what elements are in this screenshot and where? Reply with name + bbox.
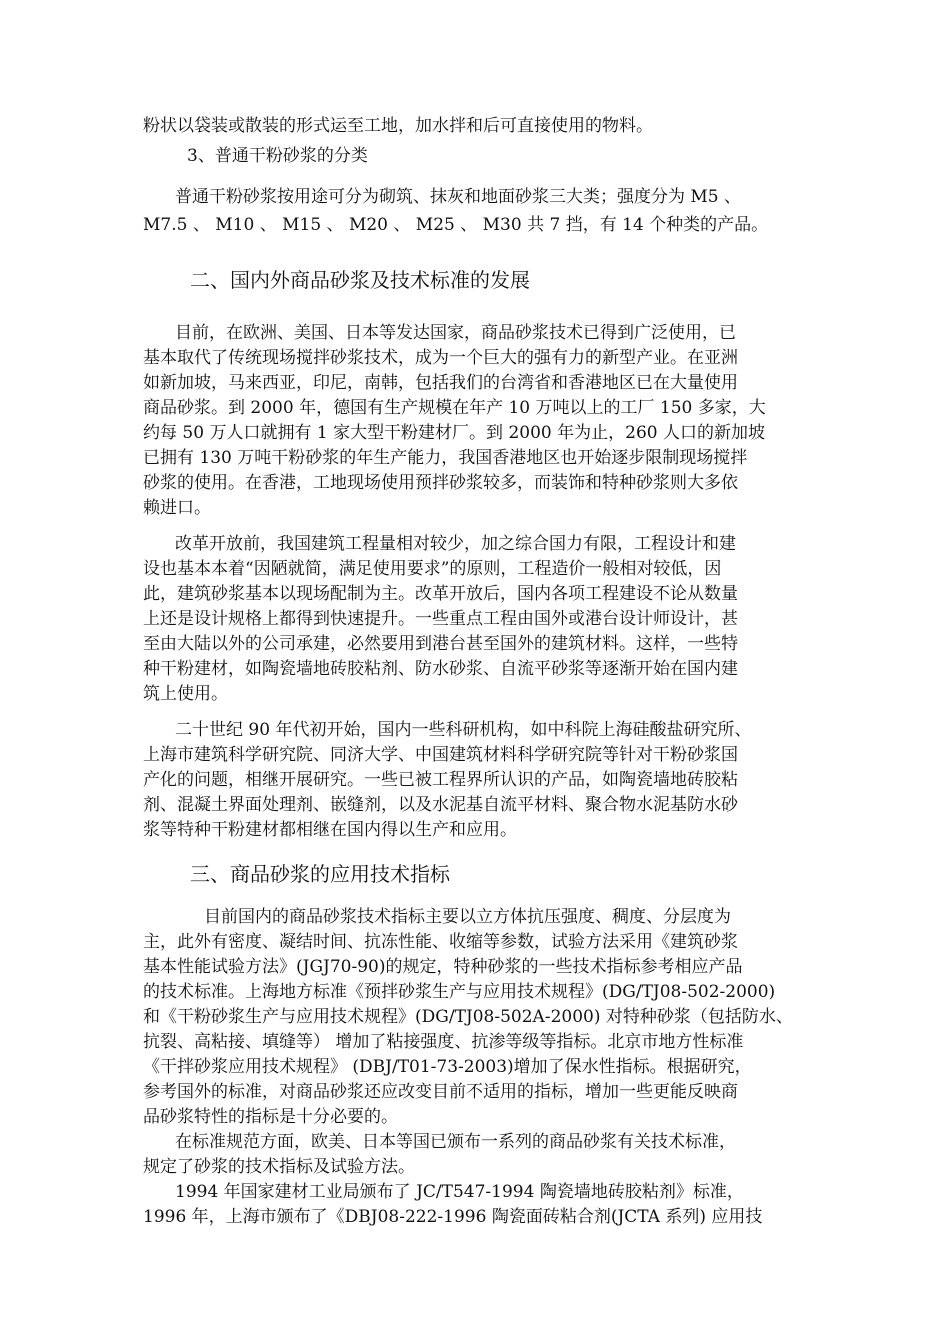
text-line: 改革开放前，我国建筑工程量相对较少，加之综合国力有限，工程设计和建 bbox=[175, 534, 736, 554]
text-line: 砂浆的使用。在香港，工地现场使用预拌砂浆较多，而装饰和特种砂浆则大多依 bbox=[143, 473, 738, 493]
text-line: 至由大陆以外的公司承建，必然要用到港台甚至国外的建筑材料。这样，一些特 bbox=[143, 634, 738, 654]
text-line: 产化的问题，相继开展研究。一些已被工程界所认识的产品，如陶瓷墙地砖胶粘 bbox=[143, 770, 738, 790]
text-line: 如新加坡，马来西亚，印尼，南韩，包括我们的台湾省和香港地区已在大量使用 bbox=[143, 373, 738, 393]
text-line: 1996 年，上海市颁布了《DBJ08-222-1996 陶瓷面砖粘合剂(JCTA 系列) 应用技 bbox=[143, 1207, 763, 1227]
text-line: 浆等特种干粉建材都相继在国内得以生产和应用。 bbox=[143, 820, 517, 840]
text-line: 此，建筑砂浆基本以现场配制为主。改革开放后，国内各项工程建设不论从数量 bbox=[143, 584, 738, 604]
text-line: 剂、混凝土界面处理剂、嵌缝剂，以及水泥基自流平材料、聚合物水泥基防水砂 bbox=[143, 795, 738, 815]
text-line: 1994 年国家建材工业局颁布了 JC/T547-1994 陶瓷墙地砖胶粘剂》标准， bbox=[175, 1182, 744, 1202]
text-line: M7.5 、 M10 、 M15 、 M20 、 M25 、 M30 共 7 挡，有 14 个种类的产品。 bbox=[143, 215, 769, 235]
text-line: 基本取代了传统现场搅拌砂浆技术，成为一个巨大的强有力的新型产业。在亚洲 bbox=[143, 348, 738, 368]
text-line: 上海市建筑科学研究院、同济大学、中国建筑材料科学研究院等针对干粉砂浆国 bbox=[143, 745, 738, 765]
text-line: 和《干粉砂浆生产与应用技术规程》(DG/TJ08-502A-2000) 对特种砂浆（包括防水、 bbox=[143, 1007, 793, 1027]
text-line: 目前，在欧洲、美国、日本等发达国家，商品砂浆技术已得到广泛使用，已 bbox=[175, 323, 736, 343]
text-line: 目前国内的商品砂浆技术指标主要以立方体抗压强度、稠度、分层度为 bbox=[204, 907, 731, 927]
text-line: 种干粉建材，如陶瓷墙地砖胶粘剂、防水砂浆、自流平砂浆等逐渐开始在国内建 bbox=[143, 659, 738, 679]
text-line: 上还是设计规格上都得到快速提升。一些重点工程由国外或港台设计师设计，甚 bbox=[143, 609, 738, 629]
text-line: 主，此外有密度、凝结时间、抗冻性能、收缩等参数，试验方法采用《建筑砂浆 bbox=[143, 932, 738, 952]
text-line: 基本性能试验方法》(JGJ70-90)的规定，特种砂浆的一些技术指标参考相应产品 bbox=[143, 957, 743, 977]
text-line: 品砂浆特性的指标是十分必要的。 bbox=[143, 1107, 398, 1127]
text-line: 已拥有 130 万吨干粉砂浆的年生产能力，我国香港地区也开始逐步限制现场搅拌 bbox=[143, 448, 748, 468]
text-line: 的技术标准。上海地方标准《预拌砂浆生产与应用技术规程》(DG/TJ08-502-2000) bbox=[143, 982, 776, 1002]
section-heading: 三、商品砂浆的应用技术指标 bbox=[190, 862, 450, 886]
text-line: 约每 50 万人口就拥有 1 家大型干粉建材厂。到 2000 年为止，260 人口的新加坡 bbox=[143, 423, 765, 443]
text-line: 二十世纪 90 年代初开始，国内一些科研机构，如中科院上海硅酸盐研究所、 bbox=[175, 720, 752, 740]
text-line: 在标准规范方面，欧美、日本等国已颁布一系列的商品砂浆有关技术标准， bbox=[175, 1132, 736, 1152]
text-line: 商品砂浆。到 2000 年，德国有生产规模在年产 10 万吨以上的工厂 150 多家，大 bbox=[143, 398, 766, 418]
text-line: 粉状以袋装或散装的形式运至工地，加水拌和后可直接使用的物料。 bbox=[143, 116, 653, 136]
text-line: 《干拌砂浆应用技术规程》 (DBJ/T01-73-2003)增加了保水性指标。根据研究， bbox=[143, 1057, 752, 1077]
text-line: 普通干粉砂浆按用途可分为砌筑、抹灰和地面砂浆三大类；强度分为 M5 、 bbox=[175, 187, 742, 207]
section-heading: 二、国内外商品砂浆及技术标准的发展 bbox=[190, 268, 530, 292]
text-line: 参考国外的标准，对商品砂浆还应改变目前不适用的指标，增加一些更能反映商 bbox=[143, 1082, 738, 1102]
text-line: 设也基本本着“因陋就简，满足使用要求”的原则，工程造价一般相对较低，因 bbox=[143, 559, 722, 579]
subsection-heading: 3、普通干粉砂浆的分类 bbox=[187, 146, 368, 166]
text-line: 赖进口。 bbox=[143, 498, 211, 518]
text-line: 筑上使用。 bbox=[143, 684, 228, 704]
text-line: 抗裂、高粘接、填缝等） 增加了粘接强度、抗渗等级等指标。北京市地方性标准 bbox=[143, 1032, 744, 1052]
text-line: 规定了砂浆的技术指标及试验方法。 bbox=[143, 1157, 415, 1177]
